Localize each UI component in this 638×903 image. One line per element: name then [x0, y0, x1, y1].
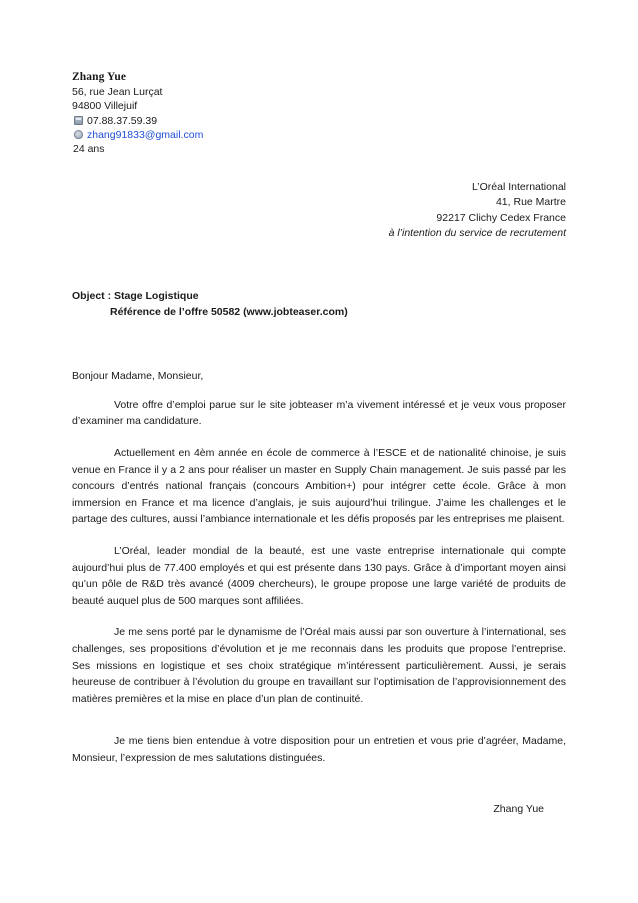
- sender-block: [72, 70, 566, 156]
- mail-icon: [74, 130, 83, 139]
- sender-city: 94800 Villejuif: [72, 100, 138, 113]
- sender-phone: 07.88.37.59.39: [87, 114, 158, 127]
- object-subject: Object : Stage Logistique: [72, 289, 199, 302]
- recipient-attention: à l’intention du service de recrutement: [388, 227, 566, 240]
- object-reference: Référence de l’offre 50582 (www.jobteaser.com): [110, 305, 348, 318]
- recipient-street: 41, Rue Martre: [495, 196, 566, 209]
- sender-age: 24 ans: [73, 142, 105, 155]
- greeting: Bonjour Madame, Monsieur,: [72, 369, 204, 382]
- body-paragraph: Actuellement en 4èm année en école de commerce à l’ESCE et de nationalité chinoise, je suis venue en France il y a 2 ans pour réaliser un master en Supply Chain management. Je suis passé par les concours d’entrés national français (concours Ambition+) pour intégrer cette école. Grâce à mon immersion en France et ma licence d’anglais, je suis aujourd’hui trilingue. J’aime les challenges et le partage des cultures, aussi l’ambiance internationale et les défis proposés par les entreprises me plaisent.: [72, 447, 566, 526]
- body-paragraph: Votre offre d’emploi parue sur le site jobteaser m’a vivement intéressé et je veux vous proposer d’examiner ma candidature.: [72, 398, 566, 428]
- sender-street: 56, rue Jean Lurçat: [72, 86, 163, 99]
- sender-email-row: [72, 128, 566, 142]
- signature: Zhang Yue: [493, 802, 544, 815]
- sender-name: Zhang Yue: [72, 71, 127, 83]
- phone-icon: [74, 116, 83, 125]
- recipient-city: 92217 Clichy Cedex France: [436, 211, 566, 224]
- recipient-block: [72, 180, 566, 242]
- sender-phone-row: [72, 114, 566, 128]
- body-paragraph: Je me tiens bien entendue à votre disposition pour un entretien et vous prie d’agréer, Madame, Monsieur, l’expression de mes salutations distinguées.: [72, 735, 566, 764]
- body-paragraph: Je me sens porté par le dynamisme de l’Oréal mais aussi par son ouverture à l’international, ses challenges, ses propositions d’évolution et je me reconnais dans les produits que propose l’entreprise. Ses missions en logistique et ses choix stratégique m’intéressent particulièrement. Aussi, je serais heureuse de contribuer à l’évolution du groupe en travaillant sur l’optimisation de l’approvisionnement des matières premières et la mise en place d’un plan de continuité.: [72, 626, 566, 705]
- object-block: [72, 288, 566, 320]
- recipient-company: L’Oréal International: [472, 180, 566, 193]
- sender-email[interactable]: zhang91833@gmail.com: [87, 128, 204, 141]
- body-paragraph: L’Oréal, leader mondial de la beauté, est une vaste entreprise internationale qui compte aujourd’hui plus de 77.400 employés et qui est présente dans 130 pays. Grâce à d’important moyen ainsi qu’un pôle de R&D très avancé (4009 chercheurs), le groupe propose une large variété de produits de beauté auquel plus de 500 marques sont affiliées.: [72, 544, 566, 607]
